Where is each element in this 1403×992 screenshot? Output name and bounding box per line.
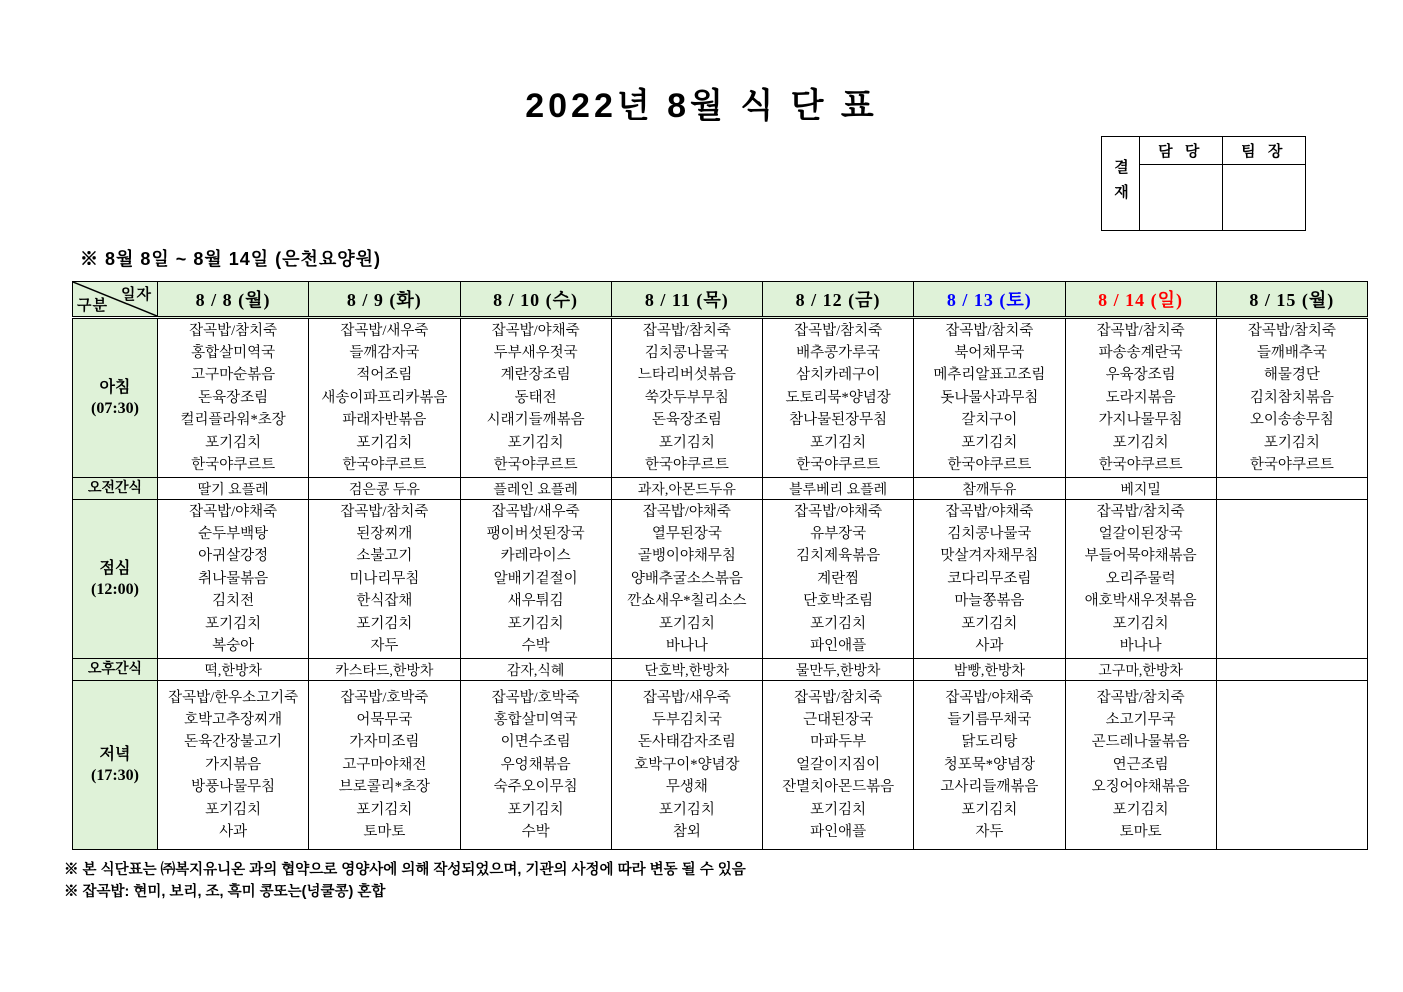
menu-item: 호박고추장찌개 [184,711,283,728]
menu-item: 바나나 [1119,638,1162,655]
row-label-cell: 저녁 (17:30) [73,681,158,850]
menu-item: 사과 [219,824,248,841]
menu-item: 포기김치 [1112,801,1169,818]
snack-cell: 고구마,한방차 [1065,659,1216,681]
day-header-cell: 8 / 13 (토) [914,282,1065,318]
snack-cell [1216,478,1367,500]
meal-cell [914,681,1065,850]
menu-item: 한식잡채 [356,593,413,610]
menu-item: 우엉채볶음 [500,756,571,773]
table-row [73,500,1368,659]
menu-item: 잡곡밥/야채죽 [189,503,278,520]
menu-item: 삼치카레구이 [796,367,881,384]
menu-item: 숙주오이무침 [493,779,578,796]
menu-item: 닭도리탕 [961,734,1018,751]
row-label-cell: 아침 (07:30) [73,318,158,478]
menu-item: 돗나물사과무침 [940,389,1039,406]
row-label-cell: 오후간식 [73,659,158,681]
menu-item: 가자미조림 [349,734,420,751]
menu-item: 동태전 [514,389,557,406]
menu-item: 도토리묵*양념장 [785,389,891,406]
footnote-line: ※ 본 식단표는 ㈜복지유니온 과의 협약으로 영양사에 의해 작성되었으며, 기관의 사정에 따라 변동 될 수 있음 [64,862,746,878]
menu-item: 소불고기 [356,548,413,565]
menu-item: 잡곡밥/야채죽 [945,689,1034,706]
menu-item: 포기김치 [961,434,1018,451]
approval-sign-cell-teamlead [1223,165,1306,230]
menu-item: 어묵무국 [356,711,413,728]
menu-item: 포기김치 [810,801,867,818]
menu-item: 팽이버섯된장국 [486,525,585,542]
meal-cell [1065,681,1216,850]
menu-item: 적어조림 [356,367,413,384]
menu-item: 잡곡밥/새우죽 [642,689,731,706]
menu-item: 잡곡밥/참치죽 [794,322,883,339]
table-row [73,659,1368,681]
menu-item: 포기김치 [507,434,564,451]
menu-item: 잡곡밥/야채죽 [794,503,883,520]
meal-cell [1216,500,1367,659]
menu-item: 파송송계란국 [1098,344,1183,361]
menu-item: 한국야쿠르트 [191,457,276,474]
day-header-cell: 8 / 10 (수) [460,282,611,318]
menu-item: 수박 [521,824,550,841]
menu-item: 한국야쿠르트 [644,457,729,474]
menu-item: 계란장조림 [500,367,571,384]
meal-cell [1216,681,1367,850]
menu-item: 미나리무침 [349,570,420,587]
menu-item: 돈육장조림 [198,389,269,406]
menu-item: 포기김치 [1112,434,1169,451]
menu-item: 파인애플 [810,638,867,655]
menu-item: 포기김치 [205,801,262,818]
meal-cell [763,681,914,850]
menu-item: 포기김치 [658,801,715,818]
snack-cell: 떡,한방차 [158,659,309,681]
menu-item: 포기김치 [810,615,867,632]
snack-cell: 카스타드,한방차 [309,659,460,681]
snack-cell: 참깨두유 [914,478,1065,500]
menu-item: 김치제육볶음 [796,548,881,565]
menu-item: 잡곡밥/참치죽 [189,322,278,339]
table-row [73,478,1368,500]
snack-cell: 플레인 요플레 [460,478,611,500]
menu-item: 잡곡밥/참치죽 [1096,689,1185,706]
menu-item: 호박구이*양념장 [634,756,740,773]
menu-item: 해물경단 [1263,367,1320,384]
row-label-cell: 점심 (12:00) [73,500,158,659]
meal-cell [460,500,611,659]
menu-item: 계란찜 [817,570,860,587]
menu-item: 무생채 [665,779,708,796]
menu-item: 고사리들깨볶음 [940,779,1039,796]
menu-item: 잡곡밥/참치죽 [945,322,1034,339]
menu-item: 컬리플라워*초장 [180,412,286,429]
table-body [73,318,1368,850]
menu-item: 들깨감자국 [349,344,420,361]
menu-item: 된장찌개 [356,525,413,542]
menu-item: 잡곡밥/참치죽 [1096,322,1185,339]
menu-item: 북어채무국 [954,344,1025,361]
menu-item: 느타리버섯볶음 [637,367,736,384]
menu-item: 단호박조림 [803,593,874,610]
menu-item: 김치콩나물국 [644,344,729,361]
menu-item: 파래자반볶음 [342,412,427,429]
menu-item: 잡곡밥/야채죽 [642,503,731,520]
day-header-cell: 8 / 14 (일) [1065,282,1216,318]
meal-cell [763,318,914,478]
table-header-row [73,282,1368,318]
meal-cell [914,500,1065,659]
table-row [73,681,1368,850]
meal-cell [158,500,309,659]
menu-item: 포기김치 [658,434,715,451]
menu-item: 토마토 [363,824,406,841]
menu-item: 열무된장국 [651,525,722,542]
menu-item: 코다리무조림 [947,570,1032,587]
menu-item: 오리주물럭 [1105,570,1176,587]
menu-item: 잡곡밥/호박죽 [340,689,429,706]
date-range-subtitle: ※ 8월 8일 ~ 8월 14일 (은천요양원) [80,249,382,269]
menu-item: 곤드레나물볶음 [1091,734,1190,751]
menu-item: 한국야쿠르트 [1249,457,1334,474]
approval-sign-cell-manager [1140,165,1223,230]
menu-item: 잡곡밥/참치죽 [794,689,883,706]
menu-item: 포기김치 [205,434,262,451]
menu-item: 참나물된장무침 [789,412,888,429]
snack-cell [1216,659,1367,681]
meal-cell [460,318,611,478]
menu-item: 돈사태감자조림 [637,734,736,751]
menu-item: 홍합살미역국 [493,711,578,728]
menu-item: 양배추굴소스볶음 [630,570,743,587]
meal-cell [611,318,762,478]
day-header-cell: 8 / 9 (화) [309,282,460,318]
menu-item: 두부새우젓국 [493,344,578,361]
menu-item: 오이송송무침 [1249,412,1334,429]
menu-item: 한국야쿠르트 [1098,457,1183,474]
menu-item: 잡곡밥/야채죽 [945,503,1034,520]
menu-item: 잔멸치아몬드볶음 [782,779,895,796]
menu-item: 한국야쿠르트 [342,457,427,474]
menu-item: 청포묵*양념장 [943,756,1036,773]
approval-box [1101,136,1306,231]
menu-item: 자두 [370,638,399,655]
day-header-cell: 8 / 11 (목) [611,282,762,318]
snack-cell: 베지밀 [1065,478,1216,500]
menu-item: 연근조림 [1112,756,1169,773]
menu-item: 깐쇼새우*칠리소스 [627,593,747,610]
day-header-cell: 8 / 12 (금) [763,282,914,318]
page-title: 2022년 8월 식 단 표 [525,87,878,125]
table-row [73,318,1368,478]
menu-item: 브로콜리*초장 [338,779,431,796]
menu-item: 유부장국 [810,525,867,542]
menu-item: 포기김치 [961,801,1018,818]
menu-item: 포기김치 [961,615,1018,632]
meal-cell [914,318,1065,478]
menu-item: 돈육장조림 [651,412,722,429]
meal-cell [158,318,309,478]
approval-stamp-label: 결재 [1102,137,1140,230]
menu-item: 한국야쿠르트 [493,457,578,474]
menu-item: 들깨배추국 [1256,344,1327,361]
day-header-cell: 8 / 15 (월) [1216,282,1367,318]
menu-item: 메추리알표고조림 [933,367,1046,384]
menu-item: 얼갈이지짐이 [796,756,881,773]
menu-item: 잡곡밥/참치죽 [642,322,731,339]
meal-cell [611,500,762,659]
menu-item: 새송이파프리카볶음 [321,389,448,406]
snack-cell: 단호박,한방차 [611,659,762,681]
menu-item: 근대된장국 [803,711,874,728]
row-label-cell: 오전간식 [73,478,158,500]
menu-item: 잡곡밥/새우죽 [340,322,429,339]
menu-item: 잡곡밥/야채죽 [491,322,580,339]
menu-item: 포기김치 [507,801,564,818]
snack-cell: 감자,식혜 [460,659,611,681]
menu-item: 소고기무국 [1105,711,1176,728]
meal-cell [460,681,611,850]
menu-item: 복숭아 [212,638,255,655]
menu-item: 잡곡밥/참치죽 [340,503,429,520]
meal-cell [158,681,309,850]
menu-item: 우육장조림 [1105,367,1176,384]
menu-item: 잡곡밥/참치죽 [1247,322,1336,339]
snack-cell: 검은콩 두유 [309,478,460,500]
corner-label-date: 일자 [121,287,152,303]
menu-item: 포기김치 [658,615,715,632]
menu-item: 들기름무채국 [947,711,1032,728]
menu-item: 김치콩나물국 [947,525,1032,542]
menu-item: 포기김치 [810,434,867,451]
meal-cell [1065,318,1216,478]
menu-item: 부들어묵야채볶음 [1084,548,1197,565]
meal-cell [1065,500,1216,659]
corner-cell [73,282,158,318]
menu-item: 잡곡밥/새우죽 [491,503,580,520]
menu-item: 알배기겉절이 [493,570,578,587]
meal-cell [1216,318,1367,478]
menu-item: 골뱅이야채무침 [637,548,736,565]
menu-item: 포기김치 [1112,615,1169,632]
menu-item: 김치전 [212,593,255,610]
menu-item: 파인애플 [810,824,867,841]
menu-item: 잡곡밥/한우소고기죽 [168,689,299,706]
menu-item: 도라지볶음 [1105,389,1176,406]
menu-item: 가지나물무침 [1098,412,1183,429]
menu-item: 마파두부 [810,734,867,751]
approval-col-teamlead: 팀 장 [1223,137,1306,165]
snack-cell: 밤빵,한방차 [914,659,1065,681]
menu-item: 카레라이스 [500,548,571,565]
meal-cell [309,318,460,478]
menu-item: 포기김치 [507,615,564,632]
menu-item: 고구마야채전 [342,756,427,773]
menu-item: 가지볶음 [205,756,262,773]
menu-item: 맛살겨자채무침 [940,548,1039,565]
menu-item: 바나나 [665,638,708,655]
corner-label-category: 구분 [77,298,108,314]
snack-cell: 블루베리 요플레 [763,478,914,500]
menu-item: 포기김치 [205,615,262,632]
footnotes [64,859,1403,903]
menu-item: 고구마순볶음 [191,367,276,384]
menu-item: 배추콩가루국 [796,344,881,361]
menu-item: 토마토 [1119,824,1162,841]
meal-cell [309,681,460,850]
menu-item: 시래기들깨볶음 [486,412,585,429]
menu-item: 순두부백탕 [198,525,269,542]
meal-cell [309,500,460,659]
menu-item: 애호박새우젓볶음 [1084,593,1197,610]
menu-item: 두부김치국 [651,711,722,728]
menu-item: 수박 [521,638,550,655]
menu-item: 포기김치 [1263,434,1320,451]
menu-item: 포기김치 [356,801,413,818]
menu-item: 홍합살미역국 [191,344,276,361]
menu-item: 쑥갓두부무침 [644,389,729,406]
menu-item: 취나물볶음 [198,570,269,587]
menu-item: 사과 [975,638,1004,655]
menu-item: 오징어야채볶음 [1091,779,1190,796]
menu-item: 참외 [672,824,701,841]
snack-cell: 물만두,한방차 [763,659,914,681]
menu-item: 아귀살강정 [198,548,269,565]
menu-item: 잡곡밥/호박죽 [491,689,580,706]
snack-cell: 과자,아몬드두유 [611,478,762,500]
menu-item: 이면수조림 [500,734,571,751]
menu-item: 잡곡밥/참치죽 [1096,503,1185,520]
menu-item: 방풍나물무침 [191,779,276,796]
meal-cell [763,500,914,659]
menu-item: 자두 [975,824,1004,841]
footnote-line: ※ 잡곡밥: 현미, 보리, 조, 흑미 콩또는(넝쿨콩) 혼합 [64,884,386,900]
menu-item: 갈치구이 [961,412,1018,429]
menu-item: 김치참치볶음 [1249,389,1334,406]
day-header-cell: 8 / 8 (월) [158,282,309,318]
meal-plan-table [72,281,1368,850]
menu-item: 얼갈이된장국 [1098,525,1183,542]
snack-cell: 딸기 요플레 [158,478,309,500]
menu-item: 한국야쿠르트 [947,457,1032,474]
meal-cell [611,681,762,850]
menu-item: 포기김치 [356,615,413,632]
menu-item: 돈육간장불고기 [184,734,283,751]
menu-item: 한국야쿠르트 [796,457,881,474]
menu-item: 새우튀김 [507,593,564,610]
menu-item: 마늘쫑볶음 [954,593,1025,610]
menu-item: 포기김치 [356,434,413,451]
approval-col-manager: 담 당 [1140,137,1223,165]
